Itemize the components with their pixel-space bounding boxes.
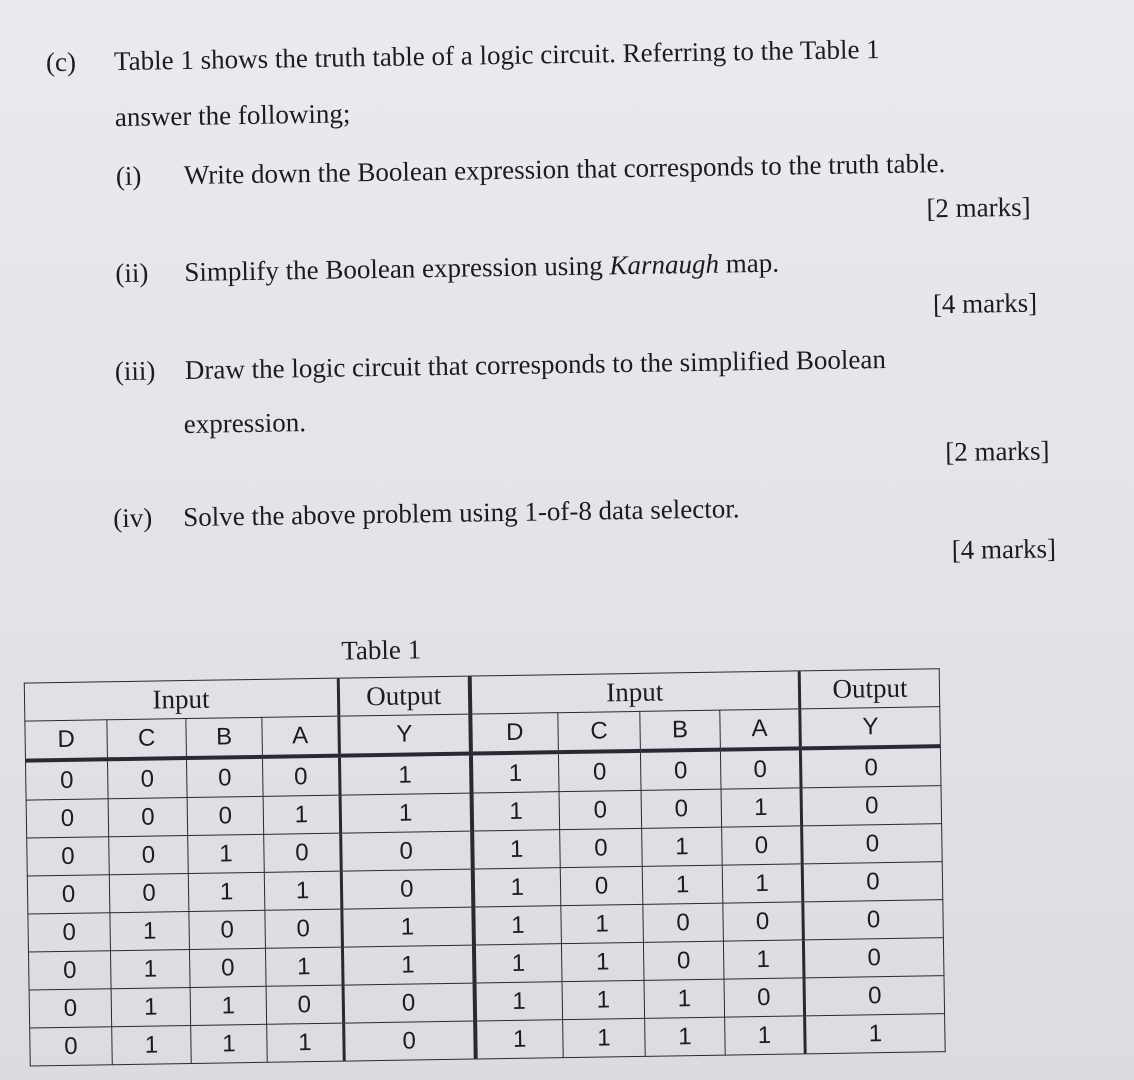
right-cell-b: 1 — [645, 1017, 726, 1056]
right-cell-c: 1 — [563, 1018, 646, 1057]
left-cell-d: 0 — [27, 837, 110, 876]
right-cell-d: 1 — [472, 830, 561, 869]
left-cell-a: 0 — [265, 909, 343, 948]
right-cell-y: 0 — [802, 862, 943, 902]
col-header-b: B — [640, 710, 721, 751]
left-cell-b: 1 — [188, 872, 265, 911]
item-i-label: (i) — [115, 160, 142, 192]
item-iii-text: Draw the logic circuit that corresponds to the simplified Boolean — [184, 343, 887, 386]
item-iii-marks: [2 marks] — [945, 435, 1050, 468]
col-header-a: A — [262, 716, 340, 757]
item-ii-text-italic: Karnaugh — [609, 248, 720, 281]
col-header-d: D — [470, 713, 559, 754]
item-iv-marks: [4 marks] — [951, 533, 1057, 565]
right-cell-d: 1 — [474, 982, 563, 1021]
item-i-marks: [2 marks] — [926, 191, 1031, 224]
right-cell-y: 1 — [805, 1014, 946, 1054]
left-cell-a: 1 — [267, 1023, 345, 1062]
table-caption: Table 1 — [341, 634, 422, 666]
col-header-a: A — [720, 709, 801, 750]
right-cell-y: 0 — [803, 938, 944, 978]
left-cell-d: 0 — [26, 799, 109, 838]
left-cell-b: 1 — [191, 1024, 268, 1063]
right-cell-d: 1 — [475, 1020, 564, 1059]
right-cell-b: 1 — [644, 979, 725, 1018]
left-cell-b: 0 — [189, 910, 266, 949]
left-cell-y: 0 — [341, 831, 473, 871]
right-cell-y: 0 — [802, 824, 943, 864]
left-cell-a: 1 — [265, 947, 343, 986]
col-header-b: B — [186, 717, 263, 758]
left-cell-a: 0 — [262, 756, 340, 797]
right-cell-a: 1 — [722, 864, 803, 903]
col-header-d: D — [25, 720, 108, 761]
left-cell-b: 0 — [189, 948, 266, 987]
item-iii-text-line2: expression. — [183, 407, 307, 440]
item-ii-text — [184, 248, 779, 288]
item-iv-label: (iv) — [112, 502, 153, 534]
left-cell-c: 1 — [112, 1025, 192, 1064]
left-cell-c: 1 — [110, 912, 190, 951]
right-cell-c: 0 — [558, 751, 641, 792]
right-cell-a: 0 — [723, 902, 804, 941]
right-cell-c: 1 — [562, 980, 645, 1019]
left-cell-d: 0 — [25, 759, 108, 800]
truth-table-body — [25, 746, 945, 1066]
left-cell-y: 0 — [341, 869, 473, 909]
item-ii-text-after: map. — [718, 247, 780, 279]
left-cell-y: 1 — [339, 754, 471, 796]
right-cell-d: 1 — [471, 792, 560, 831]
right-cell-c: 0 — [560, 828, 643, 867]
left-cell-y: 1 — [342, 945, 474, 985]
left-cell-a: 0 — [264, 833, 342, 872]
col-header-y: Y — [800, 707, 941, 749]
left-cell-d: 0 — [28, 913, 111, 952]
right-cell-y: 0 — [803, 900, 944, 940]
right-cell-a: 0 — [724, 978, 805, 1017]
right-cell-y: 0 — [800, 746, 941, 788]
left-cell-c: 0 — [109, 874, 189, 913]
col-header-c: C — [558, 711, 641, 752]
right-cell-c: 1 — [561, 942, 644, 981]
item-ii-text-before: Simplify the Boolean expression using — [184, 250, 610, 288]
left-cell-d: 0 — [30, 1027, 113, 1066]
left-cell-a: 1 — [264, 871, 342, 910]
right-cell-d: 1 — [470, 752, 559, 793]
right-cell-d: 1 — [472, 868, 561, 907]
left-cell-a: 1 — [263, 795, 341, 834]
right-cell-y: 0 — [801, 786, 942, 826]
right-cell-b: 0 — [643, 941, 724, 980]
right-input-group-header: Input — [469, 671, 800, 714]
left-cell-d: 0 — [29, 989, 112, 1028]
right-cell-c: 0 — [560, 866, 643, 905]
right-cell-a: 0 — [722, 826, 803, 865]
part-label: (c) — [45, 46, 77, 78]
left-cell-c: 1 — [111, 988, 191, 1027]
left-cell-d: 0 — [28, 951, 111, 990]
item-i-text: Write down the Boolean expression that corresponds to the truth table. — [183, 148, 946, 190]
left-cell-y: 1 — [342, 907, 474, 947]
col-header-y: Y — [339, 714, 471, 756]
right-cell-y: 0 — [804, 976, 945, 1016]
left-output-group-header: Output — [338, 676, 470, 716]
right-output-group-header: Output — [799, 669, 940, 709]
left-cell-b: 1 — [188, 834, 265, 873]
truth-table — [24, 668, 946, 1066]
right-cell-b: 1 — [642, 827, 723, 866]
left-cell-c: 0 — [108, 798, 188, 837]
left-cell-y: 0 — [343, 983, 475, 1023]
right-cell-a: 1 — [723, 940, 804, 979]
item-ii-label: (ii) — [115, 257, 149, 289]
right-cell-d: 1 — [473, 906, 562, 945]
item-iii-label: (iii) — [114, 355, 156, 387]
left-cell-y: 1 — [340, 793, 472, 833]
item-ii-marks: [4 marks] — [932, 287, 1038, 320]
col-header-c: C — [107, 719, 187, 760]
intro-line-2: answer the following; — [114, 98, 351, 133]
left-cell-d: 0 — [27, 875, 110, 914]
left-cell-b: 0 — [187, 796, 264, 835]
right-cell-c: 1 — [561, 904, 644, 943]
left-cell-c: 1 — [110, 950, 190, 989]
left-input-group-header: Input — [24, 678, 339, 721]
item-iv-text: Solve the above problem using 1-of-8 data selector. — [182, 493, 740, 533]
right-cell-a: 0 — [720, 748, 801, 789]
left-cell-y: 0 — [344, 1021, 476, 1061]
left-cell-a: 0 — [266, 985, 344, 1024]
right-cell-a: 1 — [725, 1016, 806, 1055]
left-cell-c: 0 — [109, 836, 189, 875]
left-cell-b: 0 — [186, 757, 263, 798]
left-cell-b: 1 — [190, 986, 267, 1025]
right-cell-b: 0 — [643, 903, 724, 942]
right-cell-b: 0 — [641, 789, 722, 828]
right-cell-b: 1 — [642, 865, 723, 904]
left-cell-c: 0 — [107, 758, 187, 799]
right-cell-b: 0 — [640, 750, 721, 791]
right-cell-a: 1 — [721, 788, 802, 827]
intro-line-1: Table 1 shows the truth table of a logic circuit. Referring to the Table 1 — [113, 34, 880, 77]
right-cell-c: 0 — [559, 790, 642, 829]
right-cell-d: 1 — [473, 944, 562, 983]
